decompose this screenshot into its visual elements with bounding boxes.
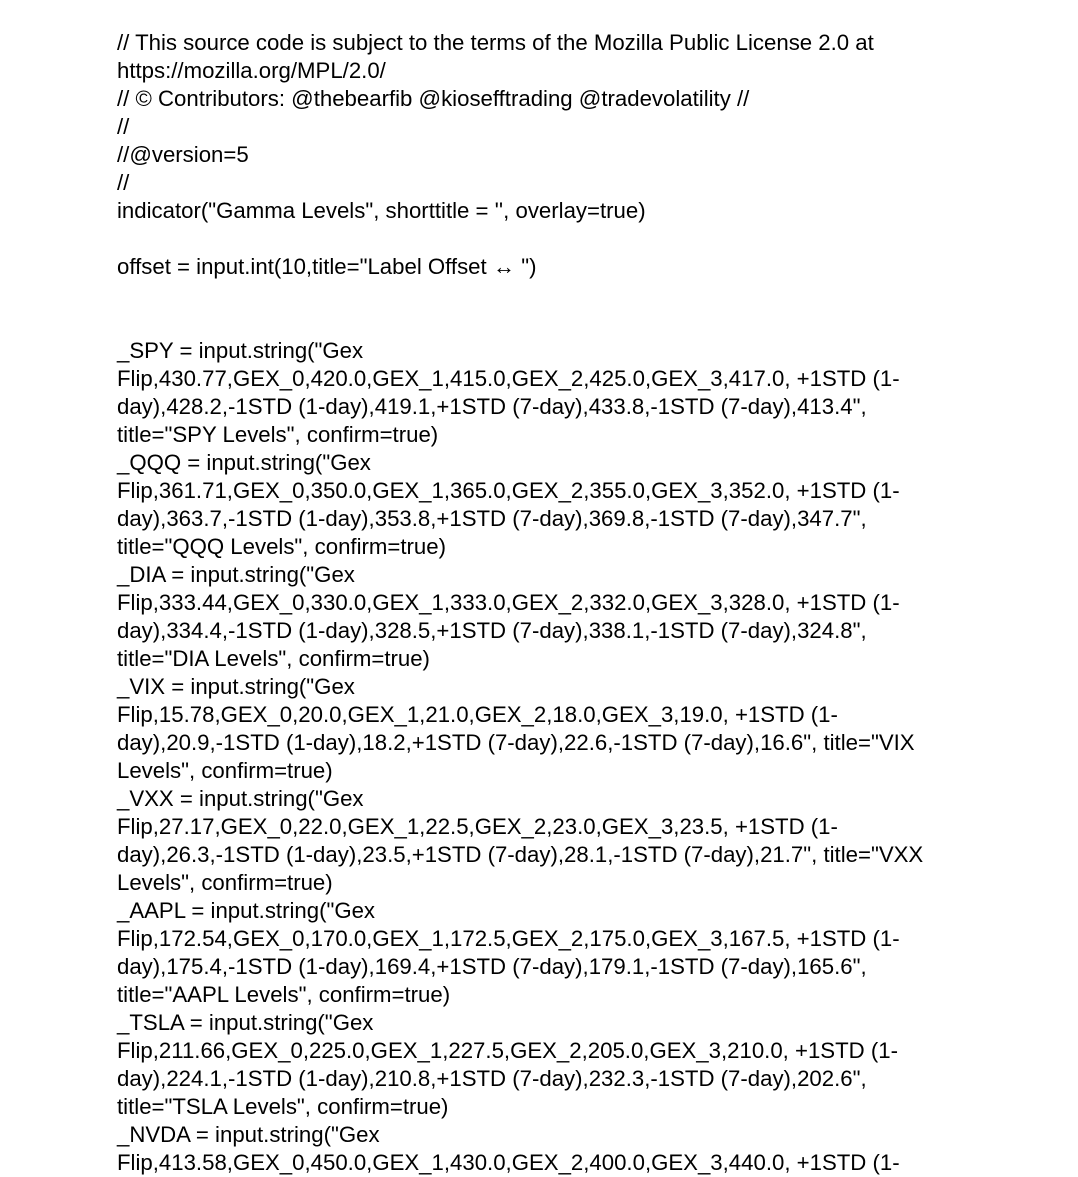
aapl-input-line: Flip,172.54,GEX_0,170.0,GEX_1,172.5,GEX_2,175.0,GEX_3,167.5, +1STD (1-	[117, 926, 900, 951]
vxx-input-line: day),26.3,-1STD (1-day),23.5,+1STD (7-day),28.1,-1STD (7-day),21.7", title="VXX	[117, 842, 924, 867]
qqq-input-line: day),363.7,-1STD (1-day),353.8,+1STD (7-day),369.8,-1STD (7-day),347.7",	[117, 506, 867, 531]
comment-contributors-line: // © Contributors: @thebearfib @kiosefftrading @tradevolatility //	[117, 86, 750, 111]
license-url-line: https://mozilla.org/MPL/2.0/	[117, 58, 386, 83]
vix-input-line: Flip,15.78,GEX_0,20.0,GEX_1,21.0,GEX_2,18.0,GEX_3,19.0, +1STD (1-	[117, 702, 838, 727]
offset-input-line: offset = input.int(10,title="Label Offset ↔ ")	[117, 254, 537, 279]
comment-separator-line: //	[117, 170, 130, 195]
nvda-input-line: Flip,413.58,GEX_0,450.0,GEX_1,430.0,GEX_2,400.0,GEX_3,440.0, +1STD (1-	[117, 1150, 900, 1175]
aapl-input-line: day),175.4,-1STD (1-day),169.4,+1STD (7-day),179.1,-1STD (7-day),165.6",	[117, 954, 867, 979]
vix-input-line: Levels", confirm=true)	[117, 758, 333, 783]
blank-line	[117, 225, 1017, 253]
spy-input-line: title="SPY Levels", confirm=true)	[117, 422, 439, 447]
tsla-input-line: _TSLA = input.string("Gex	[117, 1010, 374, 1035]
comment-license-line: // This source code is subject to the terms of the Mozilla Public License 2.0 at	[117, 30, 874, 55]
vix-input-line: day),20.9,-1STD (1-day),18.2,+1STD (7-day),22.6,-1STD (7-day),16.6", title="VIX	[117, 730, 915, 755]
qqq-input-line: _QQQ = input.string("Gex	[117, 450, 371, 475]
vxx-input-line: Levels", confirm=true)	[117, 870, 333, 895]
tsla-input-line: Flip,211.66,GEX_0,225.0,GEX_1,227.5,GEX_2,205.0,GEX_3,210.0, +1STD (1-	[117, 1038, 898, 1063]
aapl-input-line: title="AAPL Levels", confirm=true)	[117, 982, 451, 1007]
nvda-input-line: _NVDA = input.string("Gex	[117, 1122, 380, 1147]
document-page	[117, 29, 1017, 1177]
dia-input-line: title="DIA Levels", confirm=true)	[117, 646, 430, 671]
tsla-input-line: day),224.1,-1STD (1-day),210.8,+1STD (7-day),232.3,-1STD (7-day),202.6",	[117, 1066, 867, 1091]
dia-input-line: _DIA = input.string("Gex	[117, 562, 355, 587]
dia-input-line: day),334.4,-1STD (1-day),328.5,+1STD (7-day),338.1,-1STD (7-day),324.8",	[117, 618, 867, 643]
vxx-input-line: Flip,27.17,GEX_0,22.0,GEX_1,22.5,GEX_2,23.0,GEX_3,23.5, +1STD (1-	[117, 814, 838, 839]
blank-line	[117, 309, 1017, 337]
vxx-input-line: _VXX = input.string("Gex	[117, 786, 364, 811]
aapl-input-line: _AAPL = input.string("Gex	[117, 898, 376, 923]
version-directive-line: //@version=5	[117, 142, 249, 167]
indicator-declaration-line: indicator("Gamma Levels", shorttitle = '', overlay=true)	[117, 198, 646, 223]
spy-input-line: _SPY = input.string("Gex	[117, 338, 364, 363]
qqq-input-line: Flip,361.71,GEX_0,350.0,GEX_1,365.0,GEX_2,355.0,GEX_3,352.0, +1STD (1-	[117, 478, 900, 503]
blank-line	[117, 281, 1017, 309]
spy-input-line: day),428.2,-1STD (1-day),419.1,+1STD (7-day),433.8,-1STD (7-day),413.4",	[117, 394, 867, 419]
spy-input-line: Flip,430.77,GEX_0,420.0,GEX_1,415.0,GEX_2,425.0,GEX_3,417.0, +1STD (1-	[117, 366, 900, 391]
qqq-input-line: title="QQQ Levels", confirm=true)	[117, 534, 446, 559]
dia-input-line: Flip,333.44,GEX_0,330.0,GEX_1,333.0,GEX_2,332.0,GEX_3,328.0, +1STD (1-	[117, 590, 900, 615]
tsla-input-line: title="TSLA Levels", confirm=true)	[117, 1094, 449, 1119]
vix-input-line: _VIX = input.string("Gex	[117, 674, 355, 699]
comment-separator-line: //	[117, 114, 130, 139]
